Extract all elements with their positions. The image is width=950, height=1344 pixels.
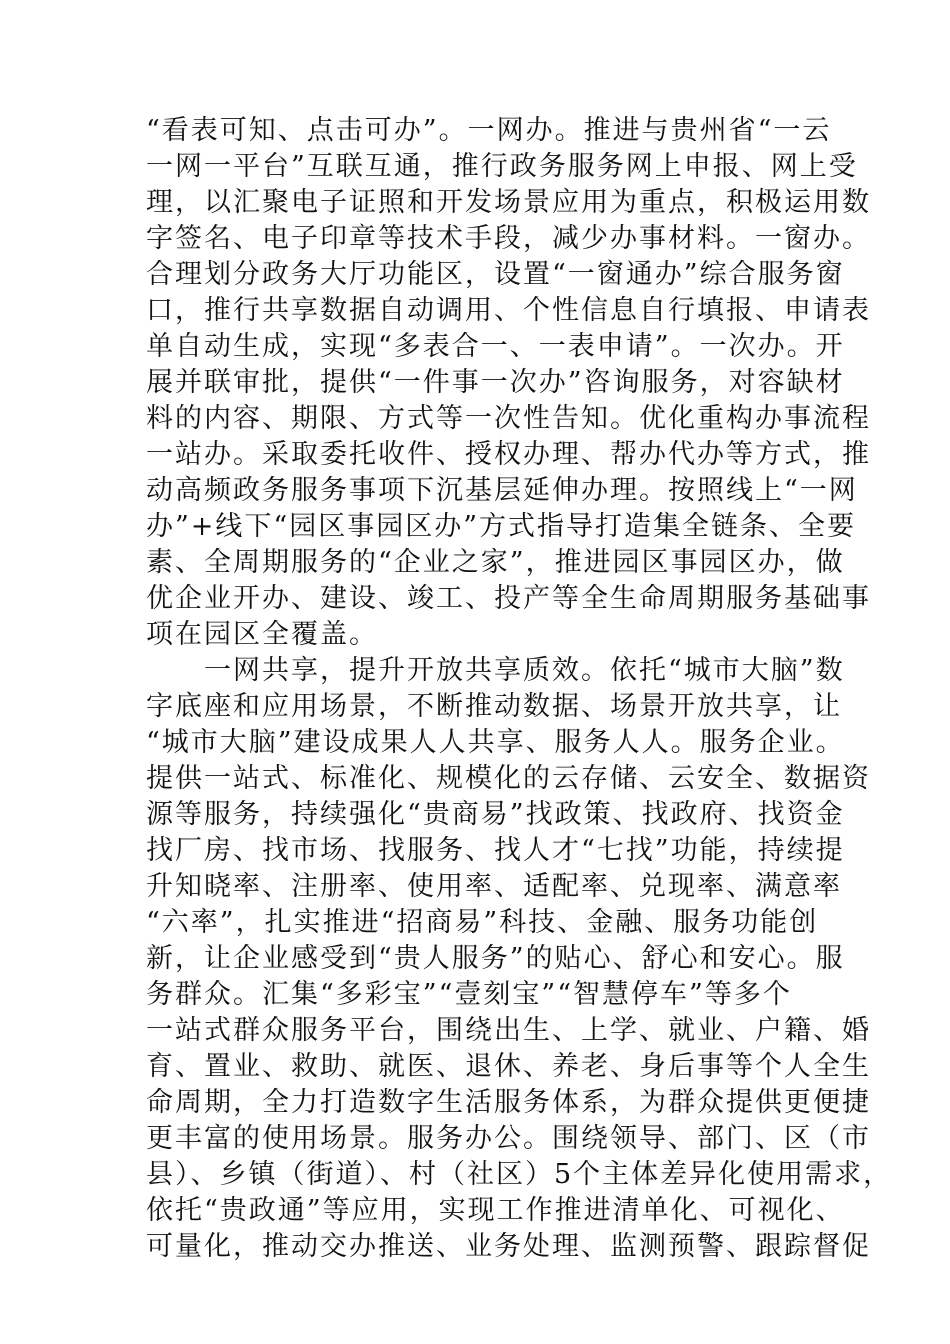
text-line: 更丰富的使用场景。服务办公。围绕领导、部门、区（市 (146, 1123, 871, 1154)
text-line: 字底座和应用场景，不断推动数据、场景开放共享，让 (146, 691, 842, 722)
text-line: 办”+线下“园区事园区办”方式指导打造集全链条、全要 (146, 511, 857, 542)
text-line: 新，让企业感受到“贵人服务”的贴心、舒心和安心。服 (146, 943, 845, 974)
paragraph-start-line: 一网共享，提升开放共享质效。依托“城市大脑”数 (204, 655, 845, 686)
text-line: 命周期，全力打造数字生活服务体系，为群众提供更便捷 (146, 1087, 871, 1118)
text-line: 合理划分政务大厅功能区，设置“一窗通办”综合服务窗 (146, 259, 845, 290)
text-line: 项在园区全覆盖。 (146, 619, 378, 650)
text-line: 素、全周期服务的“企业之家”，推进园区事园区办，做 (146, 547, 845, 578)
text-line: 提供一站式、标准化、规模化的云存储、云安全、数据资 (146, 763, 871, 794)
text-line: “看表可知、点击可办”。一网办。推进与贵州省“一云 (146, 115, 832, 146)
text-line: 字签名、电子印章等技术手段，减少办事材料。一窗办。 (146, 223, 871, 254)
text-line: 展并联审批，提供“一件事一次办”咨询服务，对容缺材 (146, 367, 845, 398)
text-line: 料的内容、期限、方式等一次性告知。优化重构办事流程 (146, 403, 871, 434)
text-line: 务群众。汇集“多彩宝”“壹刻宝”“智慧停车”等多个 (146, 979, 792, 1010)
text-line: 一站办。采取委托收件、授权办理、帮办代办等方式，推 (146, 439, 871, 470)
text-line: “城市大脑”建设成果人人共享、服务人人。服务企业。 (146, 727, 845, 758)
text-line: 找厂房、找市场、找服务、找人才“七找”功能，持续提 (146, 835, 845, 866)
text-line: 一站式群众服务平台，围绕出生、上学、就业、户籍、婚 (146, 1015, 871, 1046)
text-line: 县）、乡镇（街道）、村（社区）5个主体差异化使用需求， (146, 1159, 893, 1190)
text-line: 动高频政务服务事项下沉基层延伸办理。按照线上“一网 (146, 475, 858, 506)
text-line: 升知晓率、注册率、使用率、适配率、兑现率、满意率 (146, 871, 842, 902)
text-line: 育、置业、救助、就医、退休、养老、身后事等个人全生 (146, 1051, 871, 1082)
text-line: 一网一平台”互联互通，推行政务服务网上申报、网上受 (146, 151, 858, 182)
text-line: 单自动生成，实现“多表合一、一表申请”。一次办。开 (146, 331, 845, 362)
text-line: 优企业开办、建设、竣工、投产等全生命周期服务基础事 (146, 583, 871, 614)
text-line: 口，推行共享数据自动调用、个性信息自行填报、申请表 (146, 295, 871, 326)
text-line: 源等服务，持续强化“贵商易”找政策、找政府、找资金 (146, 799, 845, 830)
text-line: 理，以汇聚电子证照和开发场景应用为重点，积极运用数 (146, 187, 871, 218)
text-line: 依托“贵政通”等应用，实现工作推进清单化、可视化、 (146, 1195, 845, 1226)
text-line: 可量化，推动交办推送、业务处理、监测预警、跟踪督促 (146, 1231, 871, 1262)
body-text (146, 113, 893, 1265)
text-line: “六率”，扎实推进“招商易”科技、金融、服务功能创 (146, 907, 819, 938)
